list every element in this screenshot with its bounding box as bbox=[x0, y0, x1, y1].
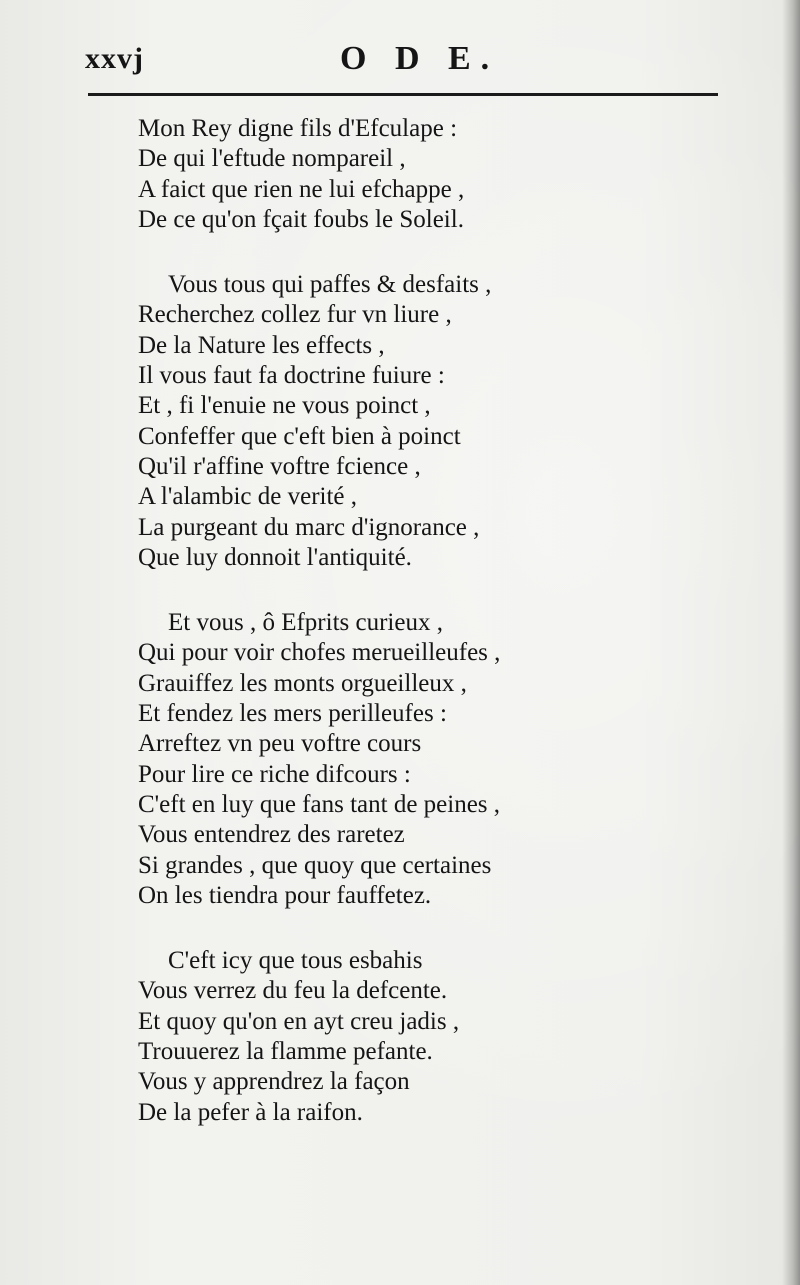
verse-line: Si grandes , que quoy que certaines bbox=[138, 851, 492, 879]
verse-line: Et quoy qu'on en ayt creu jadis , bbox=[138, 1007, 460, 1035]
stanza-2 bbox=[138, 270, 738, 573]
verse-line: Et , fi l'enuie ne vous poinct , bbox=[138, 392, 431, 420]
verse-line: Vous y apprendrez la façon bbox=[138, 1068, 410, 1096]
page-number: xxvj bbox=[85, 42, 144, 75]
page-header bbox=[85, 40, 725, 90]
header-rule bbox=[88, 93, 718, 96]
verse-line: Trouuerez la flamme pefante. bbox=[138, 1038, 433, 1066]
verse-line: De ce qu'on fçait foubs le Soleil. bbox=[138, 205, 464, 233]
verse-line: Il vous faut fa doctrine fuiure : bbox=[138, 362, 445, 390]
verse-line: Qu'il r'affine voftre fcience , bbox=[138, 452, 421, 480]
verse-line: Mon Rey digne fils d'Efculape : bbox=[138, 115, 458, 142]
verse-line: Vous verrez du feu la defcente. bbox=[138, 977, 448, 1005]
stanza-1 bbox=[138, 114, 738, 235]
verse-line: Vous entendrez des raretez bbox=[138, 821, 405, 849]
running-title: O D E. bbox=[340, 40, 500, 77]
page-shadow-edge bbox=[782, 0, 800, 1285]
verse-line: Pour lire ce riche difcours : bbox=[138, 760, 411, 788]
verse-line: Que luy donnoit l'antiquité. bbox=[138, 543, 412, 571]
verse-line: C'eft en luy que fans tant de peines , bbox=[138, 790, 501, 818]
verse-line: Recherchez collez fur vn liure , bbox=[138, 301, 452, 329]
stanza-3 bbox=[138, 608, 738, 911]
verse-line: La purgeant du marc d'ignorance , bbox=[138, 513, 480, 541]
verse-line: Et vous , ô Efprits curieux , bbox=[168, 609, 443, 637]
poem-body bbox=[138, 114, 738, 1163]
verse-line: On les tiendra pour fauffetez. bbox=[138, 881, 432, 909]
verse-line: Grauiffez les monts orgueilleux , bbox=[138, 669, 467, 697]
verse-line: De la pefer à la raifon. bbox=[138, 1098, 363, 1126]
verse-line: Confeffer que c'eft bien à poinct bbox=[138, 422, 461, 450]
verse-line: Vous tous qui paffes & desfaits , bbox=[168, 271, 492, 299]
verse-line: Arreftez vn peu voftre cours bbox=[138, 730, 422, 758]
stanza-4 bbox=[138, 946, 738, 1128]
verse-line: De la Nature les effects , bbox=[138, 331, 385, 359]
verse-line: De qui l'eftude nompareil , bbox=[138, 145, 406, 173]
verse-line: Et fendez les mers perilleufes : bbox=[138, 700, 447, 728]
verse-line: Qui pour voir chofes merueilleufes , bbox=[138, 639, 501, 667]
verse-line: C'eft icy que tous esbahis bbox=[168, 947, 423, 975]
verse-line: A faict que rien ne lui efchappe , bbox=[138, 175, 465, 203]
verse-line: A l'alambic de verité , bbox=[138, 483, 358, 511]
